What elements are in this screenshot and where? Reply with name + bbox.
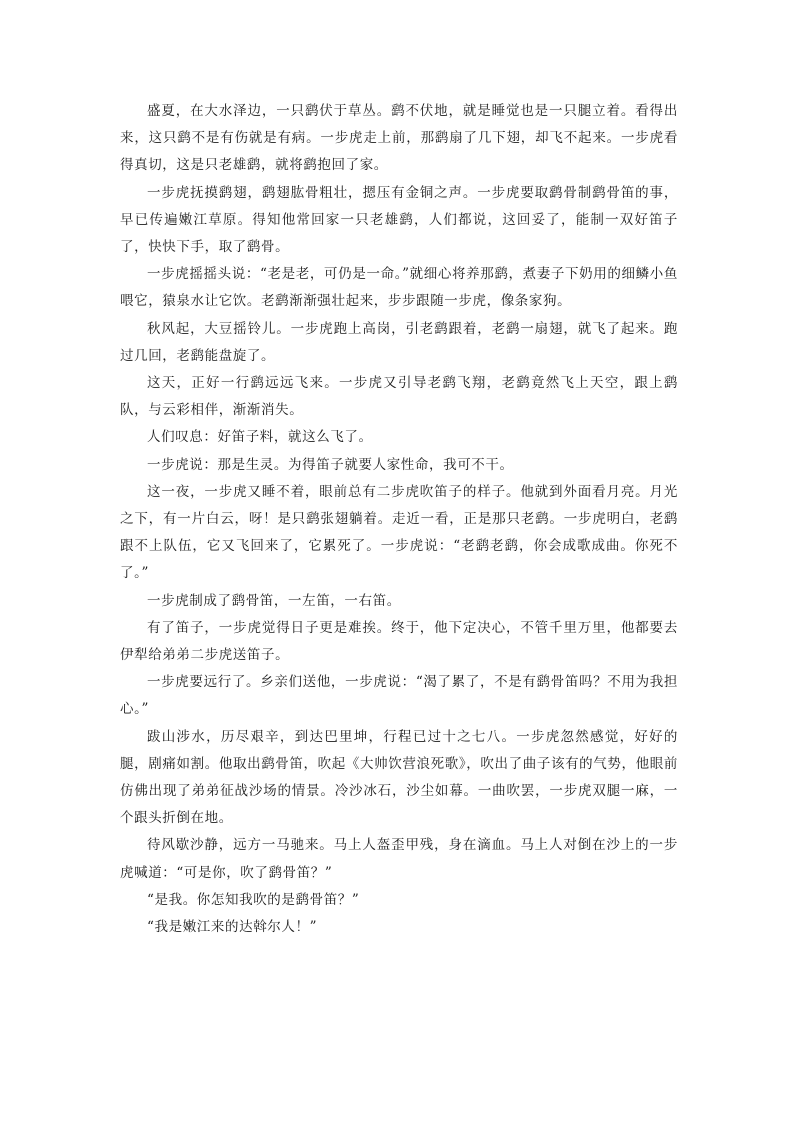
paragraph: 一步虎制成了鹞骨笛，一左笛，一右笛。	[147, 592, 401, 609]
paragraph: “我是嫩江来的达斡尔人！”	[147, 919, 318, 936]
paragraph: 一步虎摇摇头说：“老是老，可仍是一命。”就细心将养那鹞，煮妻子下奶用的细鳞小鱼喂它，猿泉水让它饮。老鹞渐渐强壮起来，步步跟随一步虎，像条家狗。	[120, 266, 678, 310]
paragraph: 一步虎要远行了。乡亲们送他，一步虎说：“渴了累了，不是有鹞骨笛吗？不用为我担心。”	[120, 674, 678, 718]
paragraph: 这一夜，一步虎又睡不着，眼前总有二步虎吹笛子的样子。他就到外面看月亮。月光之下，有一片白云，呀！是只鹞张翅躺着。走近一看，正是那只老鹞。一步虎明白，老鹞跟不上队伍，它又飞回来了，它累死了。一步虎说：“老鹞老鹞，你会成歌成曲。你死不了。”	[120, 483, 678, 582]
paragraph: “是我。你怎知我吹的是鹞骨笛？”	[147, 891, 360, 908]
paragraph: 有了笛子，一步虎觉得日子更是难挨。终于，他下定决心，不管千里万里，他都要去伊犁给弟弟二步虎送笛子。	[120, 619, 678, 664]
paragraph: 跋山涉水，历尽艰辛，到达巴里坤，行程已过十之七八。一步虎忽然感觉，好好的腿，剧痛如割。他取出鹞骨笛，吹起《大帅饮营浪死歌》，吹出了曲子该有的气势，他眼前仿佛出现了弟弟征战沙场的情景。冷沙冰石，沙尘如幕。一曲吹罢，一步虎双腿一麻，一个跟头折倒在地。	[120, 728, 678, 827]
paragraph: 待风歇沙静，远方一马驰来。马上人盔歪甲残，身在滴血。马上人对倒在沙上的一步虎喊道：“可是你，吹了鹞骨笛？”	[120, 837, 678, 881]
paragraph: 一步虎抚摸鹞翅，鹞翅肱骨粗壮，摁压有金铜之声。一步虎要取鹞骨制鹞骨笛的事，早已传遍嫩江草原。得知他常回家一只老雄鹞，人们都说，这回妥了，能制一双好笛子了，快快下手，取了鹞骨。	[120, 184, 678, 256]
paragraph: 盛夏，在大水泽边，一只鹞伏于草丛。鹞不伏地，就是睡觉也是一只腿立着。看得出来，这只鹞不是有伤就是有病。一步虎走上前，那鹞扇了几下翅，却飞不起来。一步虎看得真切，这是只老雄鹞，就将鹞抱回了家。	[120, 103, 678, 174]
paragraph: 人们叹息：好笛子料，就这么飞了。	[147, 429, 373, 446]
paragraph: 这天，正好一行鹞远远飞来。一步虎又引导老鹞飞翔，老鹞竟然飞上天空，跟上鹞队，与云彩相伴，渐渐消失。	[120, 375, 678, 419]
paragraph: 一步虎说：那是生灵。为得笛子就要人家性命，我可不干。	[147, 456, 514, 473]
paragraph: 秋风起，大豆摇铃儿。一步虎跑上高岗，引老鹞跟着，老鹞一扇翅，就飞了起来。跑过几回，老鹞能盘旋了。	[120, 320, 678, 364]
story-text	[120, 98, 678, 941]
